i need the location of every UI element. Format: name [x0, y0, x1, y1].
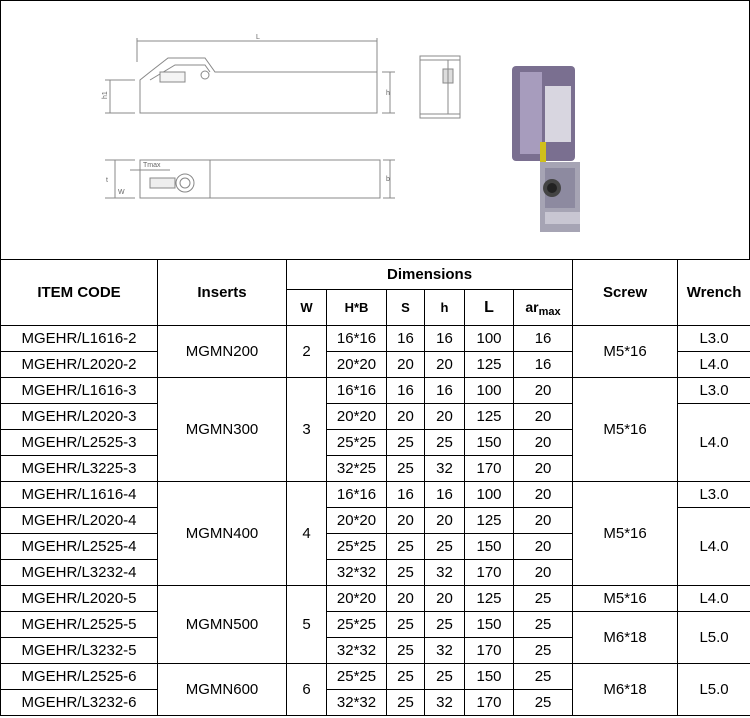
hb-cell: 16*16 — [327, 326, 387, 352]
hb-cell: 25*25 — [327, 664, 387, 690]
s-cell: 25 — [387, 612, 425, 638]
s-cell: 25 — [387, 690, 425, 716]
w-cell: 6 — [287, 664, 327, 716]
ar-cell: 16 — [514, 352, 573, 378]
ar-cell: 25 — [514, 690, 573, 716]
ar-cell: 20 — [514, 404, 573, 430]
dim-label-b: b — [386, 176, 390, 183]
h-cell: 20 — [425, 352, 465, 378]
end-view — [420, 56, 460, 118]
h-cell: 32 — [425, 560, 465, 586]
header-screw: Screw — [573, 260, 678, 326]
item-code-cell: MGEHR/L3232-6 — [1, 690, 158, 716]
header-wrench: Wrench — [678, 260, 750, 326]
s-cell: 20 — [387, 508, 425, 534]
l-cell: 125 — [465, 508, 514, 534]
hb-cell: 16*16 — [327, 378, 387, 404]
h-cell: 25 — [425, 612, 465, 638]
h-cell: 20 — [425, 404, 465, 430]
hb-cell: 20*20 — [327, 404, 387, 430]
s-cell: 25 — [387, 430, 425, 456]
ar-cell: 20 — [514, 456, 573, 482]
l-cell: 100 — [465, 378, 514, 404]
l-cell: 170 — [465, 638, 514, 664]
l-cell: 125 — [465, 586, 514, 612]
ar-cell: 25 — [514, 586, 573, 612]
h-cell: 16 — [425, 378, 465, 404]
item-code-cell: MGEHR/L2020-5 — [1, 586, 158, 612]
s-cell: 16 — [387, 378, 425, 404]
ar-cell: 25 — [514, 664, 573, 690]
l-cell: 125 — [465, 352, 514, 378]
hb-cell: 25*25 — [327, 534, 387, 560]
s-cell: 25 — [387, 638, 425, 664]
hb-cell: 20*20 — [327, 352, 387, 378]
item-code-cell: MGEHR/L2525-5 — [1, 612, 158, 638]
h-cell: 25 — [425, 664, 465, 690]
header-w: W — [287, 290, 327, 326]
h-cell: 25 — [425, 430, 465, 456]
s-cell: 16 — [387, 482, 425, 508]
h-cell: 20 — [425, 508, 465, 534]
h-cell: 16 — [425, 482, 465, 508]
l-cell: 150 — [465, 612, 514, 638]
ar-cell: 25 — [514, 612, 573, 638]
wrench-cell: L4.0 — [678, 586, 750, 612]
screw-cell: M6*18 — [573, 664, 678, 716]
screw-cell: M5*16 — [573, 586, 678, 612]
s-cell: 25 — [387, 664, 425, 690]
wrench-cell: L3.0 — [678, 378, 750, 404]
w-cell: 3 — [287, 378, 327, 482]
l-cell: 100 — [465, 482, 514, 508]
ar-cell: 20 — [514, 482, 573, 508]
l-cell: 170 — [465, 456, 514, 482]
ar-cell: 20 — [514, 560, 573, 586]
s-cell: 25 — [387, 560, 425, 586]
tool-holder-drawing — [0, 0, 750, 260]
wrench-cell: L3.0 — [678, 482, 750, 508]
hb-cell: 20*20 — [327, 586, 387, 612]
dim-label-h: h — [386, 90, 390, 97]
header-h: h — [425, 290, 465, 326]
h-cell: 32 — [425, 456, 465, 482]
w-cell: 5 — [287, 586, 327, 664]
ar-cell: 16 — [514, 326, 573, 352]
header-ar — [514, 290, 573, 326]
screw-cell: M6*18 — [573, 612, 678, 664]
screw-cell: M5*16 — [573, 378, 678, 482]
header-ar-label: ar — [525, 298, 539, 315]
dim-label-tmax: Tmax — [143, 162, 161, 169]
hb-cell: 25*25 — [327, 430, 387, 456]
item-code-cell: MGEHR/L2525-4 — [1, 534, 158, 560]
item-code-cell: MGEHR/L2020-2 — [1, 352, 158, 378]
w-cell: 2 — [287, 326, 327, 378]
spec-table — [0, 259, 750, 716]
header-ar-sub: max — [538, 305, 561, 318]
header-inserts: Inserts — [158, 260, 287, 326]
h-cell: 32 — [425, 690, 465, 716]
s-cell: 20 — [387, 352, 425, 378]
table-row — [1, 586, 750, 612]
table-row — [1, 664, 750, 690]
header-item-code: ITEM CODE — [1, 260, 158, 326]
table-row — [1, 326, 750, 352]
l-cell: 170 — [465, 690, 514, 716]
item-code-cell: MGEHR/L1616-3 — [1, 378, 158, 404]
dim-label-L: L — [256, 34, 260, 41]
ar-cell: 20 — [514, 534, 573, 560]
hb-cell: 32*32 — [327, 690, 387, 716]
l-cell: 150 — [465, 430, 514, 456]
item-code-cell: MGEHR/L3232-4 — [1, 560, 158, 586]
wrench-cell: L4.0 — [678, 352, 750, 378]
inserts-cell: MGMN200 — [158, 326, 287, 378]
s-cell: 25 — [387, 534, 425, 560]
wrench-cell: L5.0 — [678, 612, 750, 664]
hb-cell: 16*16 — [327, 482, 387, 508]
hb-cell: 32*32 — [327, 638, 387, 664]
item-code-cell: MGEHR/L3225-3 — [1, 456, 158, 482]
item-code-cell: MGEHR/L1616-4 — [1, 482, 158, 508]
ar-cell: 20 — [514, 378, 573, 404]
l-cell: 100 — [465, 326, 514, 352]
h-cell: 32 — [425, 638, 465, 664]
screw-cell: M5*16 — [573, 326, 678, 378]
s-cell: 20 — [387, 586, 425, 612]
l-cell: 150 — [465, 664, 514, 690]
item-code-cell: MGEHR/L3232-5 — [1, 638, 158, 664]
dim-label-t: t — [106, 177, 108, 184]
item-code-cell: MGEHR/L2020-4 — [1, 508, 158, 534]
dim-label-h1: h1 — [102, 91, 109, 99]
header-l: L — [465, 290, 514, 326]
table-row — [1, 612, 750, 638]
inserts-cell: MGMN600 — [158, 664, 287, 716]
wrench-cell: L3.0 — [678, 326, 750, 352]
hb-cell: 32*32 — [327, 560, 387, 586]
inserts-cell: MGMN300 — [158, 378, 287, 482]
h-cell: 16 — [425, 326, 465, 352]
h-cell: 20 — [425, 586, 465, 612]
item-code-cell: MGEHR/L2525-3 — [1, 430, 158, 456]
hb-cell: 20*20 — [327, 508, 387, 534]
wrench-cell: L4.0 — [678, 508, 750, 586]
header-dimensions: Dimensions — [287, 260, 573, 290]
item-code-cell: MGEHR/L2525-6 — [1, 664, 158, 690]
inserts-cell: MGMN400 — [158, 482, 287, 586]
s-cell: 25 — [387, 456, 425, 482]
header-s: S — [387, 290, 425, 326]
table-row — [1, 378, 750, 404]
screw-cell: M5*16 — [573, 482, 678, 586]
header-hb: H*B — [327, 290, 387, 326]
l-cell: 150 — [465, 534, 514, 560]
ar-cell: 25 — [514, 638, 573, 664]
hb-cell: 25*25 — [327, 612, 387, 638]
l-cell: 170 — [465, 560, 514, 586]
s-cell: 20 — [387, 404, 425, 430]
w-cell: 4 — [287, 482, 327, 586]
s-cell: 16 — [387, 326, 425, 352]
item-code-cell: MGEHR/L2020-3 — [1, 404, 158, 430]
wrench-cell: L4.0 — [678, 404, 750, 482]
h-cell: 25 — [425, 534, 465, 560]
item-code-cell: MGEHR/L1616-2 — [1, 326, 158, 352]
inserts-cell: MGMN500 — [158, 586, 287, 664]
ar-cell: 20 — [514, 508, 573, 534]
dim-label-w: W — [118, 189, 125, 196]
hb-cell: 32*25 — [327, 456, 387, 482]
l-cell: 125 — [465, 404, 514, 430]
ar-cell: 20 — [514, 430, 573, 456]
wrench-cell: L5.0 — [678, 664, 750, 716]
table-row — [1, 482, 750, 508]
